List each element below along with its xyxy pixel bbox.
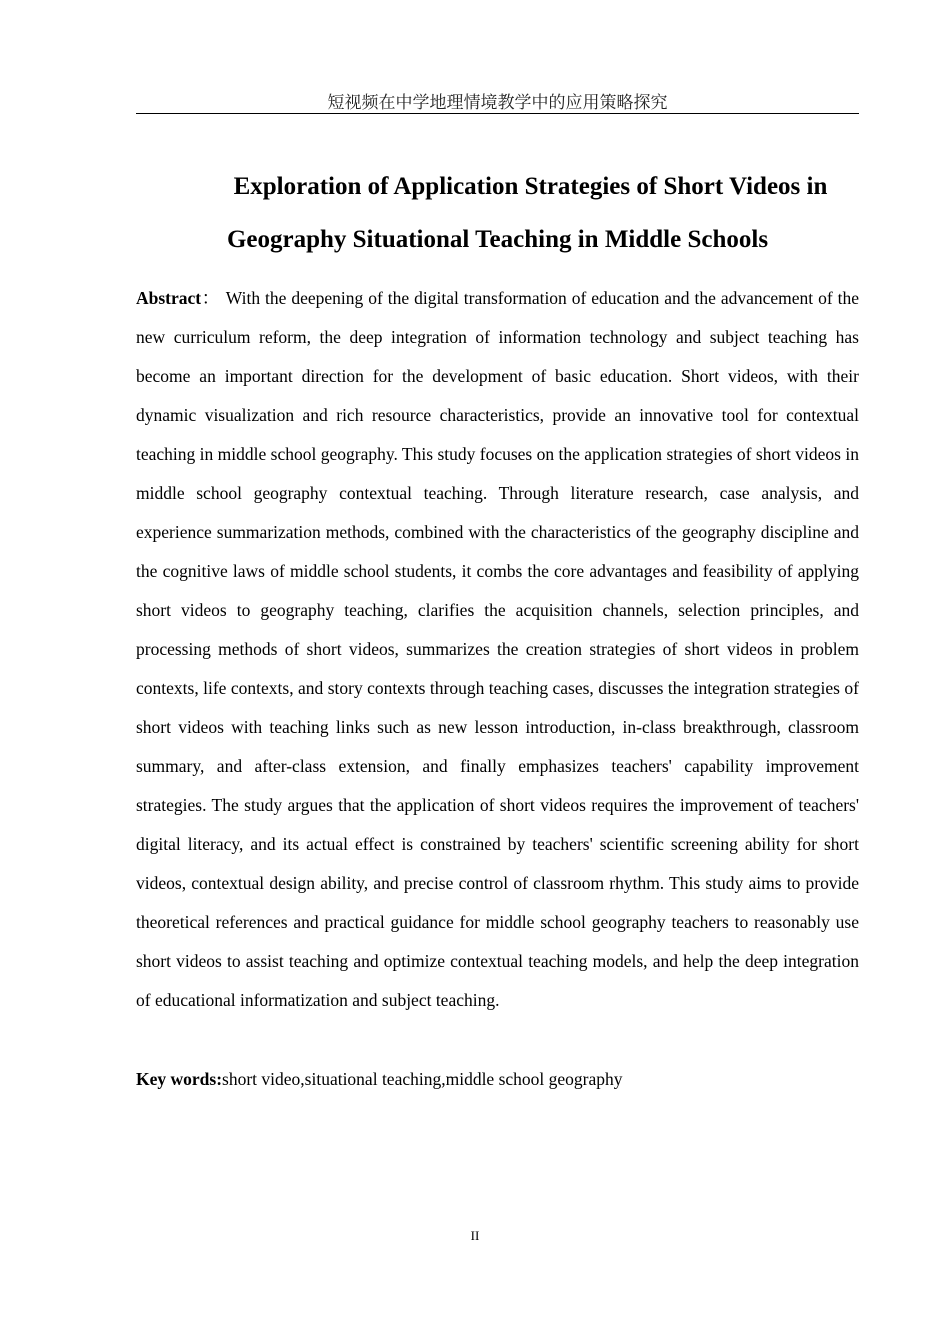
abstract-label: Abstract [136, 288, 202, 308]
abstract-text: With the deepening of the digital transformation of education and the advancement of the new curriculum reform, the deep integration of information technology and subject teaching has become an important direction for the development of basic education. Short videos, with their dynamic visualization and rich resource characteristics, provide an innovative tool for contextual teaching in middle school geography. This study focuses on the application strategies of short videos in middle school geography contextual teaching. Through literature research, case analysis, and experience summarization methods, combined with the characteristics of the geography discipline and the cognitive laws of middle school students, it combs the core advantages and feasibility of applying short videos to geography teaching, clarifies the acquisition channels, selection principles, and processing methods of short videos, summarizes the creation strategies of short videos in problem contexts, life contexts, and story contexts through teaching cases, discusses the integration strategies of short videos with teaching links such as new lesson introduction, in-class breakthrough, classroom summary, and after-class extension, and finally emphasizes teachers' capability improvement strategies. The study argues that the application of short videos requires the improvement of teachers' digital literacy, and its actual effect is constrained by teachers' scientific screening ability for short videos, contextual design ability, and precise control of classroom rhythm. This study aims to provide theoretical references and practical guidance for middle school geography teachers to reasonably use short videos to assist teaching and optimize contextual teaching models, and help the deep integration of educational informatization and subject teaching. [136, 288, 860, 1010]
paper-title [136, 160, 859, 266]
abstract-paragraph [136, 279, 859, 1020]
running-header: 短视频在中学地理情境教学中的应用策略探究 [327, 93, 668, 113]
abstract-separator: ： [201, 288, 220, 308]
keywords-label: Key words: [136, 1069, 223, 1089]
header-rule [136, 113, 859, 114]
keywords-text: short video,situational teaching,middle school geography [222, 1069, 623, 1089]
paper-title-line-1: Exploration of Application Strategies of Short Videos in [233, 173, 828, 200]
paper-title-line-2: Geography Situational Teaching in Middle Schools [226, 226, 769, 253]
page-number: II [470, 1228, 480, 1243]
keywords-line [136, 1064, 859, 1094]
